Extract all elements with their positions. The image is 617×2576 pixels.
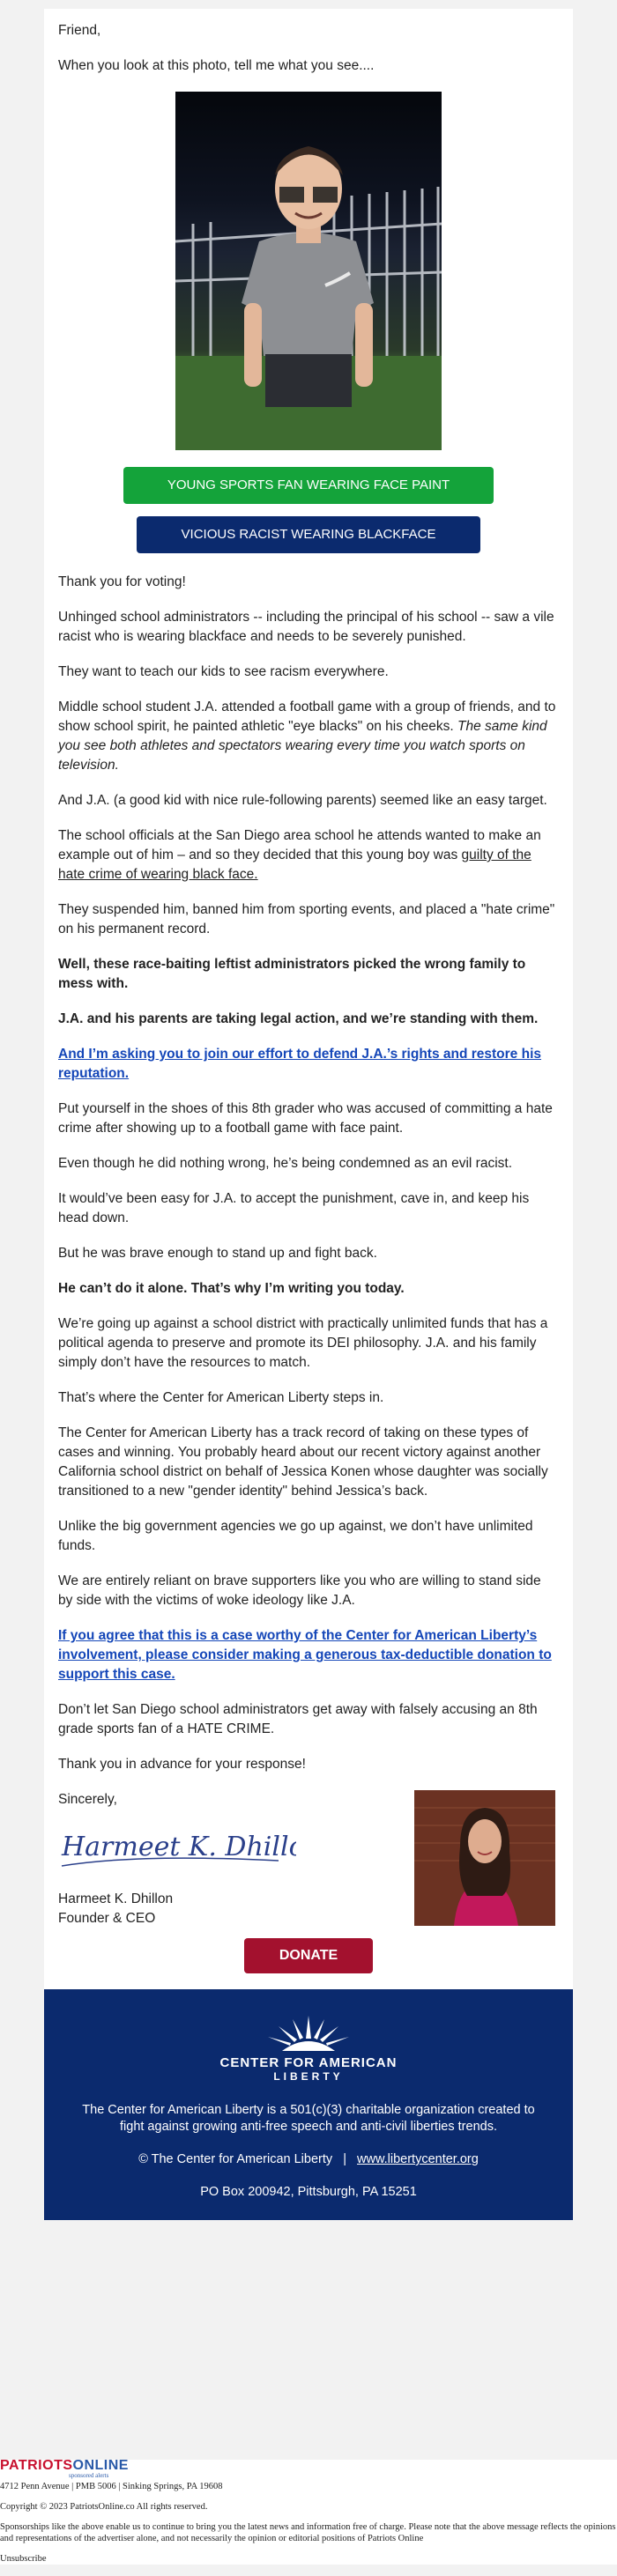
paragraph-bold: J.A. and his parents are taking legal action, and we’re standing with them. [58,1011,539,1026]
photo-illustration [175,92,442,450]
sincerely: Sincerely, [58,1792,117,1807]
paragraph: The Center for American Liberty has a track record of taking on these types of cases and winning. You probably heard about our recent victory against another California school district on behalf of Jessica Konen whose daughter was socially transitioned to a new "gender identity" behind Jessica’s back. [58,1425,548,1499]
paragraph-italic: The same kind you see both athletes and spectators wearing every time you watch sports on television. [58,719,547,773]
paragraph: We are entirely reliant on brave supporters like you who are willing to stand side by side with the victims of woke ideology like J.A. [58,1573,541,1608]
unsubscribe-link[interactable]: Unsubscribe [0,2554,47,2564]
paragraph-text: Middle school student J.A. attended a football game with a group of friends, and to show school spirit, he painted athletic "eye blacks" on his cheeks. [58,700,556,734]
thanks-voting: Thank you for voting! [58,574,186,589]
footer-copyright: © The Center for American Liberty [138,2152,333,2166]
donate-button[interactable]: DONATE [244,1938,373,1973]
paragraph-text: The school officials at the San Diego area school he attends wanted to make an example out of him – and so they decided that this young boy was [58,828,541,862]
paragraph: Don’t let San Diego school administrators get away with falsely accusing an 8th grade sports fan of a HATE CRIME. [58,1702,538,1736]
photo-container [58,92,559,456]
paragraph: Even though he did nothing wrong, he’s being condemned as an evil racist. [58,1156,513,1171]
paragraph: Put yourself in the shoes of this 8th grader who was accused of committing a hate crime after showing up to a football game with face paint. [58,1101,553,1136]
logo-line1: CENTER FOR AMERICAN [219,2055,398,2070]
logo-tagline: sponsored alerts [69,2472,109,2479]
paragraph: They want to teach our kids to see racism everywhere. [58,664,389,679]
paragraph: And J.A. (a good kid with nice rule-following parents) seemed like an easy target. [58,793,547,808]
signer-name: Harmeet K. Dhillon [58,1891,174,1906]
vote-face-paint-button[interactable]: YOUNG SPORTS FAN WEARING FACE PAINT [123,467,494,504]
signer-portrait [414,1790,555,1926]
defend-ja-link[interactable]: And I’m asking you to join our effort to defend J.A.’s rights and restore his reputation. [58,1047,542,1081]
paragraph: That’s where the Center for American Liberty steps in. [58,1390,384,1405]
footer-separator: | [343,2152,346,2166]
paragraph: But he was brave enough to stand up and fight back. [58,1246,377,1261]
sponsor-disclaimer: Sponsorships like the above enable us to continue to bring you the latest news and information free of charge. Please note that the above message reflects the opinions and representations of the advertiser alone, and not necessarily the opinion or editorial positions of Patriots Online [0,2522,616,2543]
sunburst-icon [229,2016,388,2051]
paragraph-bold: Well, these race-baiting leftist administrators picked the wrong family to mess with. [58,957,526,991]
signature-block [58,1790,559,1926]
signature-text: Harmeet K. Dhillon [62,1832,296,1862]
paragraph: They suspended him, banned him from sporting events, and placed a "hate crime" on his permanent record. [58,902,555,936]
paragraph-bold: He can’t do it alone. That’s why I’m writing you today. [58,1281,405,1296]
logo-part1: PATRIOTS [0,2458,73,2473]
sponsor-copyright: Copyright © 2023 PatriotsOnline.co All rights reserved. [0,2502,208,2512]
portrait-illustration [414,1790,555,1926]
paragraph: Unhinged school administrators -- including the principal of his school -- saw a vile racist who is wearing blackface and needs to be severely punished. [58,610,554,644]
paragraph: We’re going up against a school district with practically unlimited funds that has a political agenda to preserve and promote its DEI philosophy. J.A. and his family simply don’t have the resources to match. [58,1316,548,1370]
footer-description: The Center for American Liberty is a 501(c)(3) charitable organization created to fight against growing anti-free speech and anti-civil liberties trends. [82,2103,535,2134]
email-card [44,9,573,2220]
signature-left [58,1790,296,1928]
sponsor-address: 4712 Penn Avenue | PMB 5006 | Sinking Springs, PA 19608 [0,2482,223,2491]
boy-photo [175,92,442,450]
paragraph-underline: guilty of the hate crime of wearing black face. [58,848,532,882]
footer-address: PO Box 200942, Pittsburgh, PA 15251 [200,2185,417,2199]
cal-logo [71,2016,546,2083]
paragraph: Unlike the big government agencies we go up against, we don’t have unlimited funds. [58,1519,533,1553]
donate-case-link[interactable]: If you agree that this is a case worthy of the Center for American Liberty’s involvement, please consider making a generous tax-deductible donation to support this case. [58,1628,552,1682]
intro-text: When you look at this photo, tell me what you see.... [58,58,375,73]
paragraph [58,826,559,885]
sponsor-footer [0,2460,617,2565]
signer-title: Founder & CEO [58,1911,156,1926]
logo-line2: LIBERTY [273,2070,344,2083]
footer-copyright-line [71,2151,546,2168]
paragraph: Thank you in advance for your response! [58,1757,306,1772]
greeting: Friend, [58,23,101,38]
website-link[interactable]: www.libertycenter.org [357,2152,479,2166]
logo-part2: ONLINE [72,2458,129,2473]
patriots-online-logo [0,2460,617,2479]
email-body [44,9,573,1989]
footer [44,1989,573,2220]
paragraph: It would’ve been easy for J.A. to accept the punishment, cave in, and keep his head down. [58,1191,530,1225]
vote-blackface-button[interactable]: VICIOUS RACIST WEARING BLACKFACE [137,516,480,553]
signature-image [58,1817,296,1878]
paragraph [58,698,559,775]
